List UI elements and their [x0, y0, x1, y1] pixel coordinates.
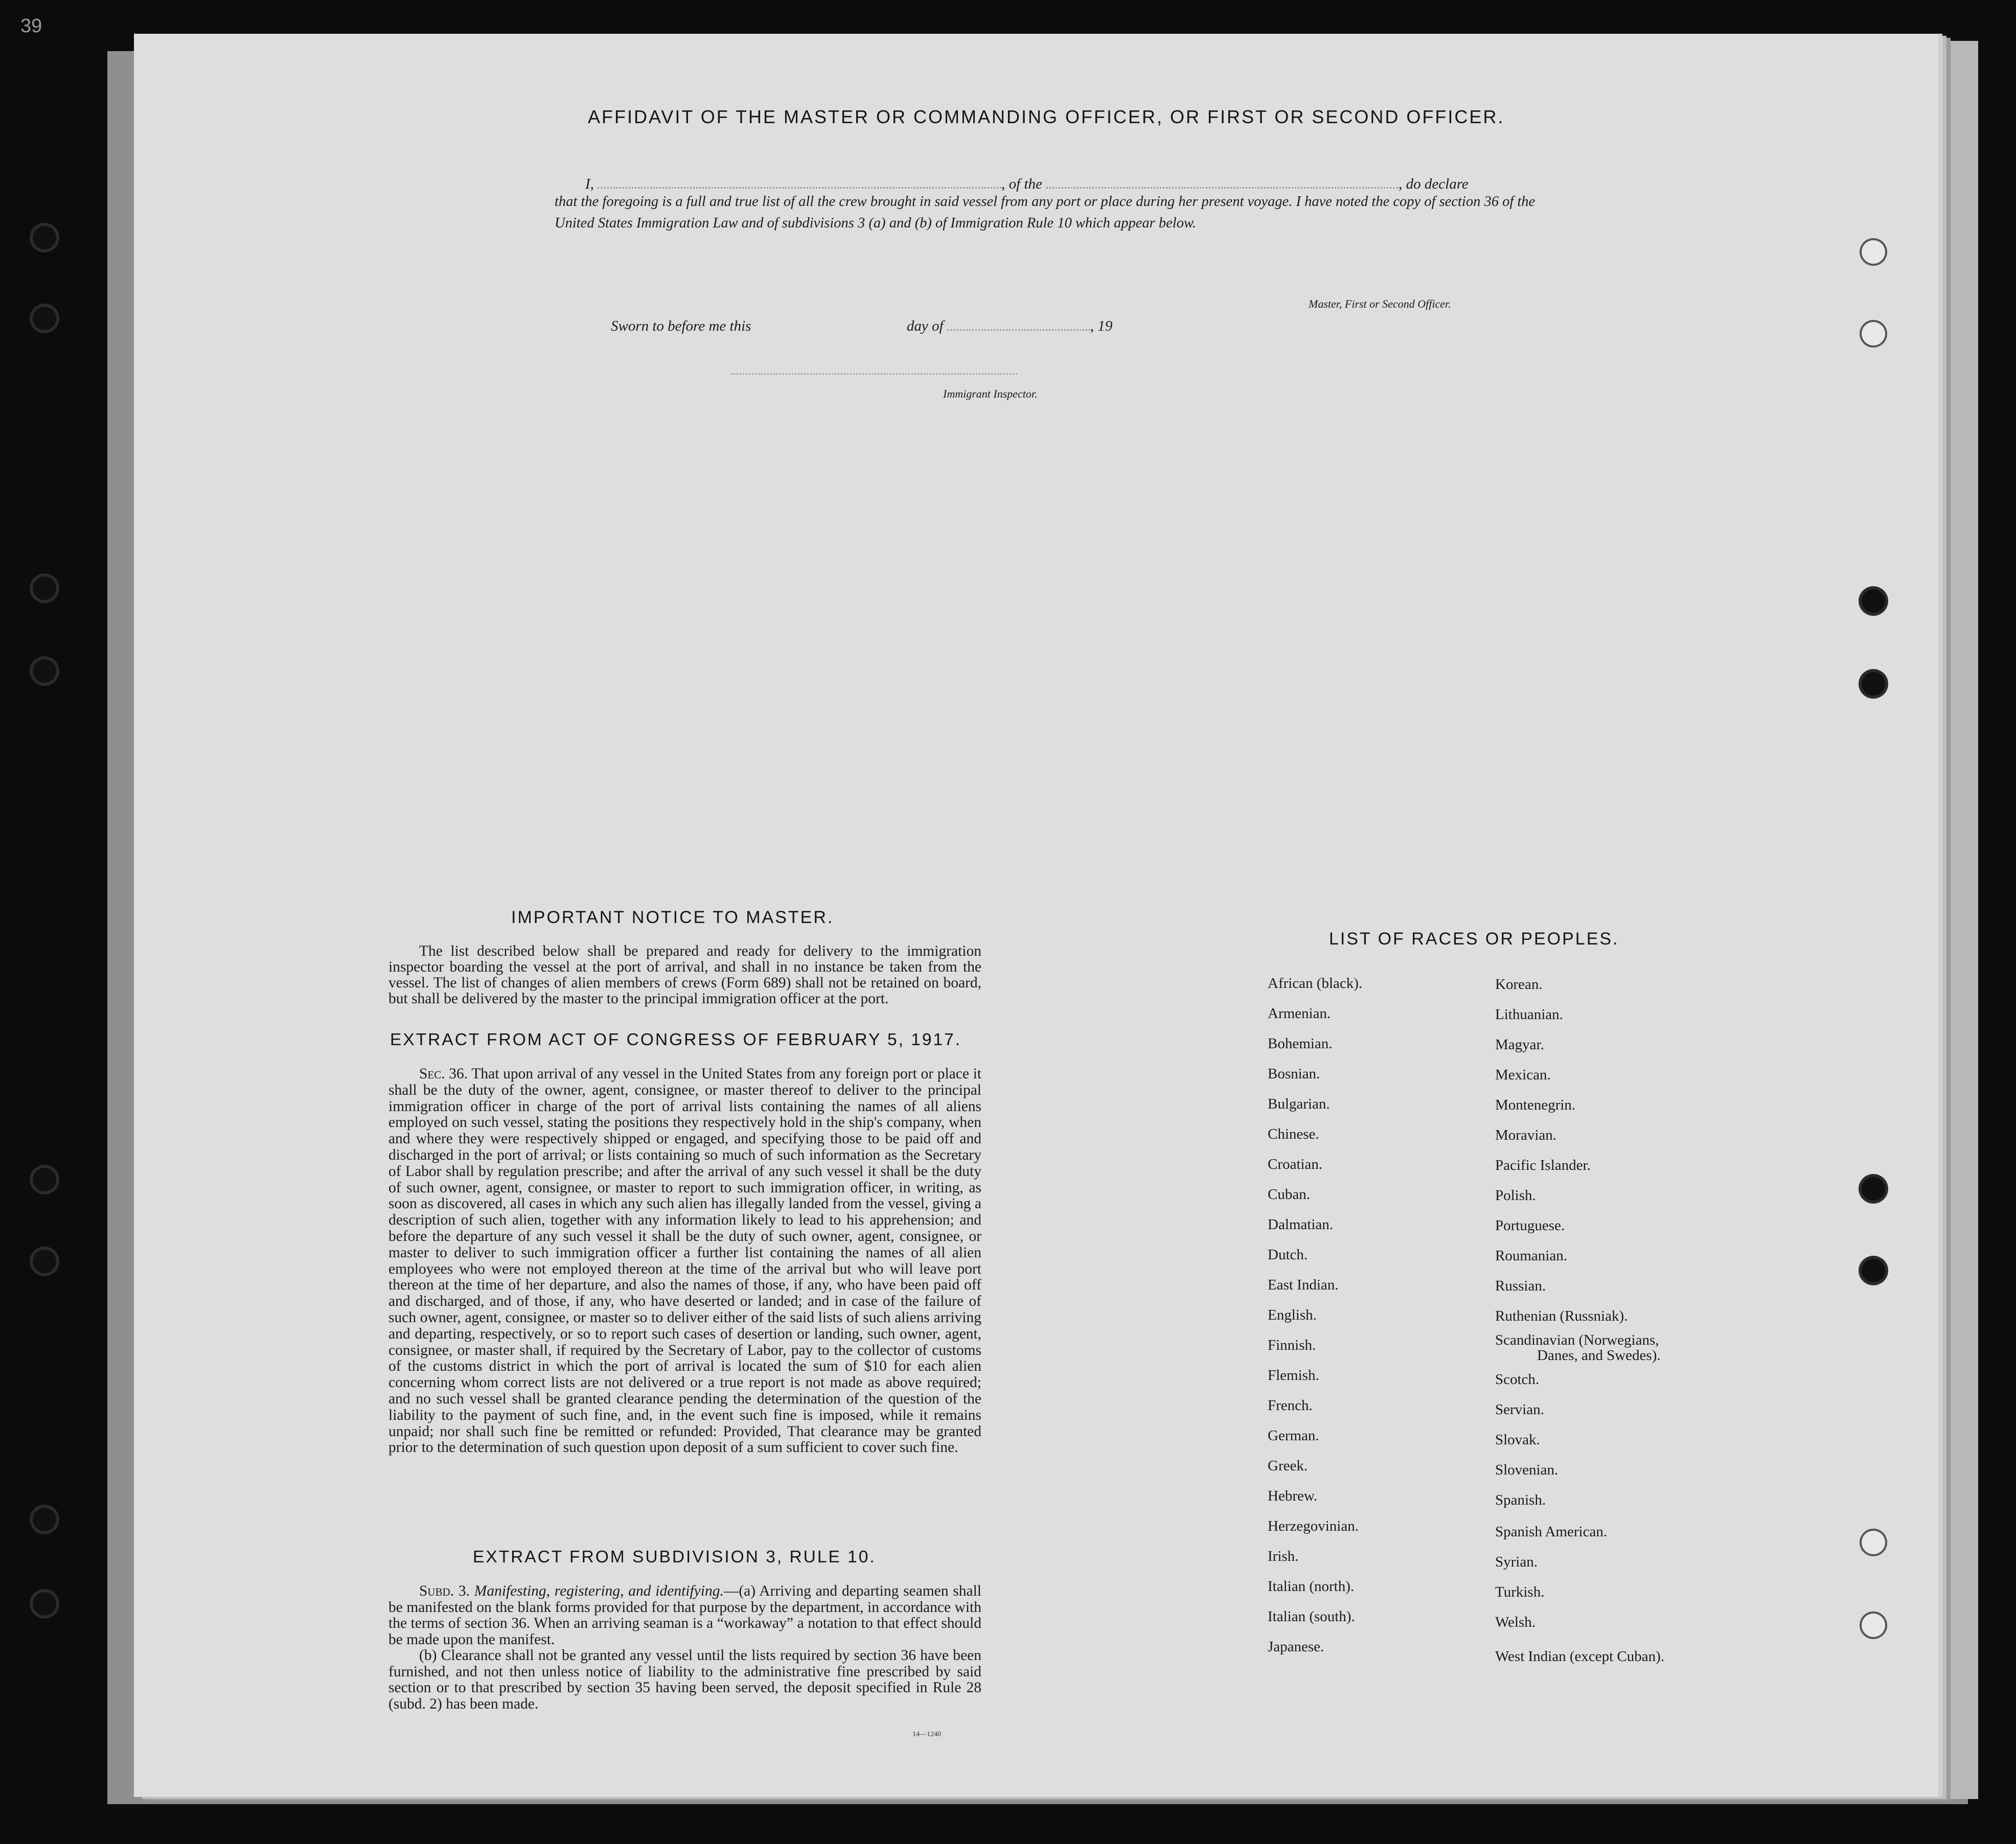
- race-item: Slovenian.: [1495, 1462, 1559, 1478]
- binder-hole: [1862, 1259, 1885, 1282]
- race-item: Herzegovinian.: [1268, 1518, 1359, 1534]
- day-of-label: day of: [906, 318, 944, 334]
- act-title: EXTRACT FROM ACT OF CONGRESS OF FEBRUARY 5, 1917.: [390, 1030, 962, 1049]
- subd-label: Subd. 3.: [419, 1583, 470, 1599]
- form-sheet: [134, 34, 1938, 1797]
- race-item: Spanish.: [1495, 1492, 1546, 1508]
- binder-hole: [33, 307, 56, 330]
- binder-stamp: 39: [20, 15, 42, 37]
- race-item: Italian (south).: [1268, 1608, 1355, 1625]
- binder-hole: [33, 1250, 56, 1273]
- race-item: Scotch.: [1495, 1371, 1540, 1388]
- year-label: , 19: [1090, 318, 1113, 334]
- sworn-label: Sworn to before me this: [611, 318, 751, 334]
- affidavit-of-the-label: , of the: [1001, 176, 1042, 192]
- race-item: Lithuanian.: [1495, 1006, 1563, 1023]
- race-item: Bohemian.: [1268, 1035, 1333, 1052]
- race-item: Korean.: [1495, 976, 1543, 993]
- notice-title: IMPORTANT NOTICE TO MASTER.: [511, 908, 834, 927]
- race-item: Scandinavian (Norwegians,: [1495, 1332, 1659, 1348]
- race-item: German.: [1268, 1427, 1319, 1444]
- form-number: 14—1240: [912, 1731, 941, 1738]
- affidavit-i-label: I,: [585, 176, 594, 192]
- race-item: Russian.: [1495, 1278, 1546, 1294]
- rule-para-a: [388, 1583, 981, 1648]
- affidavit-declaration-line: [585, 176, 1469, 193]
- race-item: Welsh.: [1495, 1614, 1536, 1630]
- race-item: Ruthenian (Russniak).: [1495, 1308, 1628, 1324]
- race-item: Hebrew.: [1268, 1488, 1318, 1504]
- race-item: English.: [1268, 1307, 1317, 1323]
- race-item: Syrian.: [1495, 1554, 1538, 1570]
- races-title: LIST OF RACES OR PEOPLES.: [1329, 929, 1619, 949]
- race-item: East Indian.: [1268, 1277, 1339, 1293]
- binder-hole: [1862, 1177, 1885, 1201]
- race-item: Turkish.: [1495, 1584, 1545, 1600]
- race-item: Portuguese.: [1495, 1217, 1565, 1234]
- race-item: Polish.: [1495, 1187, 1536, 1204]
- race-item: African (black).: [1268, 975, 1363, 992]
- binder-hole: [1862, 589, 1885, 613]
- vessel-blank[interactable]: [1046, 187, 1399, 189]
- race-item: Chinese.: [1268, 1126, 1319, 1142]
- binder-hole: [1862, 240, 1885, 264]
- race-item: West Indian (except Cuban).: [1495, 1648, 1665, 1665]
- inspector-signature-blank[interactable]: [731, 373, 1017, 375]
- subd-heading: Manifesting, registering, and identifying.: [474, 1583, 724, 1599]
- race-item: Dutch.: [1268, 1247, 1308, 1263]
- binder-hole: [33, 226, 56, 249]
- race-item: Servian.: [1495, 1401, 1544, 1418]
- race-item: Greek.: [1268, 1458, 1308, 1474]
- race-item: Finnish.: [1268, 1337, 1316, 1353]
- binder-hole: [1862, 672, 1885, 696]
- rule-para-a-text: —(a) Arriving and departing seamen shall be manifested on the blank forms provided for that purpose by the department, in accordance with the terms of section 36. When an arriving seaman is a “workaway” a notation to that effect should be made upon the manifest.: [388, 1583, 981, 1648]
- race-item: Cuban.: [1268, 1186, 1310, 1203]
- inspector-label: Immigrant Inspector.: [943, 387, 1038, 400]
- race-item: Dalmatian.: [1268, 1216, 1334, 1233]
- month-blank[interactable]: [947, 329, 1090, 331]
- sworn-line: [611, 318, 1112, 335]
- notice-text: The list described below shall be prepared and ready for delivery to the immigration inspector boarding the vessel at the port of arrival, and shall in no instance be taken from the vessel. The list of changes of alien members of crews (Form 689) shall not be retained on board, but shall be delivered by the master to the principal immigration officer at the port.: [388, 943, 981, 1007]
- race-item: Bosnian.: [1268, 1066, 1320, 1082]
- race-item: Pacific Islander.: [1495, 1157, 1591, 1173]
- race-item: Irish.: [1268, 1548, 1299, 1564]
- race-item: Italian (north).: [1268, 1578, 1355, 1595]
- rule-text: [388, 1583, 981, 1712]
- race-item: Roumanian.: [1495, 1248, 1567, 1264]
- affidavit-statement: that the foregoing is a full and true list of all the crew brought in said vessel from any port or place during her present voyage. I have noted the copy of section 36 of the United States Immigration Law and of subdivisions 3 (a) and (b) of Immigration Rule 10 which appear below.: [555, 194, 1536, 231]
- binder-hole: [1862, 1614, 1885, 1637]
- binder-hole: [33, 577, 56, 600]
- race-item: Spanish American.: [1495, 1524, 1608, 1540]
- act-text: [388, 1066, 981, 1456]
- binder-hole: [33, 1168, 56, 1191]
- rule-para-b: (b) Clearance shall not be granted any vessel until the lists required by section 36 have been furnished, and not then unless notice of liability to the administrative fine prescribed by said section or to that prescribed by section 35 having been served, the deposit specified in Rule 28 (subd. 2) has been made.: [388, 1647, 981, 1712]
- race-item: Armenian.: [1268, 1005, 1331, 1022]
- binder-hole: [1862, 322, 1885, 345]
- binder-hole: [33, 1592, 56, 1616]
- section-body: That upon arrival of any vessel in the United States from any foreign port or place it shall be the duty of the owner, agent, consignee, or master thereof to deliver to the principal immigration officer in charge of the port of arrival lists containing the names of all aliens employed on such vessel, stating the positions they respectively hold in the ship's company, when and where they were respectively shipped or engaged, and specifying those to be paid off and discharged in the port of arrival; or lists containing so much of such information as the Secretary of Labor shall by regulation prescribe; and after the arrival of any such vessel it shall be the duty of such owner, agent, consignee, or master to report to such immigration officer, in writing, as soon as discovered, all cases in which any such alien has illegally landed from the vessel, giving a description of such alien, together with any information likely to lead to his apprehension; and before the departure of any such vessel it shall be the duty of such owner, agent, consignee, or master to deliver to such immigration officer a further list containing the names of all alien employees who were not employed thereon at the time of the arrival but who will leave port thereon at the time of her departure, and also the names of those, if any, who have been paid off and discharged, and of those, if any, who have deserted or landed; and in case of the failure of such owner, agent, consignee, or master so to deliver either of the said lists of such aliens arriving and departing, respectively, or so to report such cases of desertion or landing, such owner, agent, consignee, or master shall, if required by the Secretary of Labor, pay to the collector of customs of the customs district in which the port of arrival is located the sum of $10 for each alien concerning whom correct lists are not delivered or a true report is not made as above required; and no such vessel shall be granted clearance pending the determination of the question of the liability to the payment of such fine, and, in the event such fine is imposed, while it remains unpaid; nor shall such fine be remitted or refunded: Provided, That clearance may be granted prior to the determination of such question upon deposit of a sum sufficient to cover such fine.: [388, 1066, 982, 1456]
- race-item: Croatian.: [1268, 1156, 1323, 1172]
- race-item: Slovak.: [1495, 1432, 1540, 1448]
- race-item: Bulgarian.: [1268, 1096, 1330, 1112]
- binder-hole: [1862, 1531, 1885, 1554]
- affidavit-title: AFFIDAVIT OF THE MASTER OR COMMANDING OFFICER, OR FIRST OR SECOND OFFICER.: [588, 106, 1505, 127]
- race-item: Magyar.: [1495, 1036, 1544, 1053]
- race-item-continued: Danes, and Swedes).: [1537, 1347, 1661, 1364]
- section-label: Sec. 36.: [419, 1066, 468, 1082]
- race-item: Japanese.: [1268, 1639, 1324, 1655]
- binder-hole: [33, 659, 56, 683]
- race-item: Mexican.: [1495, 1067, 1551, 1083]
- master-signature-label: Master, First or Second Officer.: [1309, 297, 1451, 310]
- race-item-scandinavian: [1495, 1332, 1661, 1363]
- affidavit-declare-label: , do declare: [1399, 176, 1469, 192]
- rule-title: EXTRACT FROM SUBDIVISION 3, RULE 10.: [473, 1548, 876, 1566]
- race-item: Moravian.: [1495, 1127, 1556, 1143]
- binder-edge: [1948, 72, 1951, 1758]
- race-item: Flemish.: [1268, 1367, 1319, 1384]
- name-blank[interactable]: [598, 187, 1001, 189]
- race-item: French.: [1268, 1397, 1313, 1414]
- race-item: Montenegrin.: [1495, 1097, 1576, 1113]
- binder-hole: [33, 1508, 56, 1531]
